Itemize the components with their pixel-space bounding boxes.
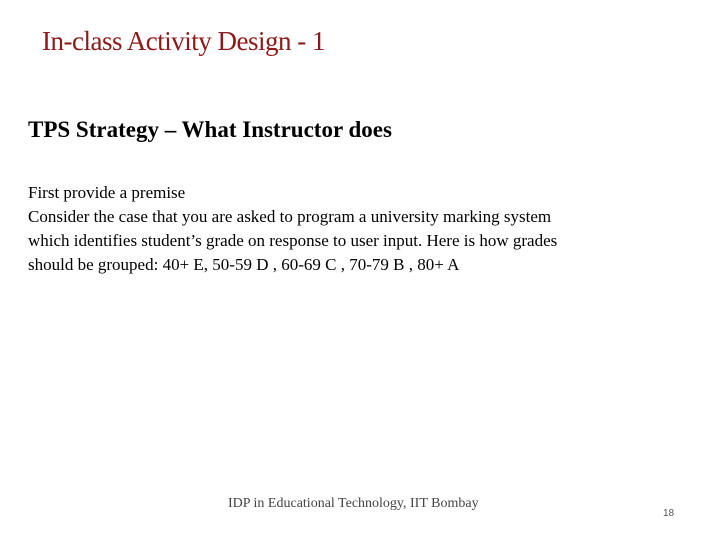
slide-title: In-class Activity Design - 1 — [42, 26, 325, 56]
footer-text: IDP in Educational Technology, IIT Bombay — [228, 496, 479, 511]
body-line: Consider the case that you are asked to program a university marking system — [28, 207, 552, 226]
page-number: 18 — [663, 508, 675, 519]
section-heading: TPS Strategy – What Instructor does — [28, 117, 392, 142]
body-text — [28, 181, 688, 277]
body-line: should be grouped: 40+ E, 50-59 D , 60-69 C , 70-79 B , 80+ A — [28, 255, 460, 274]
body-line: which identifies student’s grade on response to user input. Here is how grades — [28, 231, 558, 250]
body-line: First provide a premise — [28, 183, 186, 202]
